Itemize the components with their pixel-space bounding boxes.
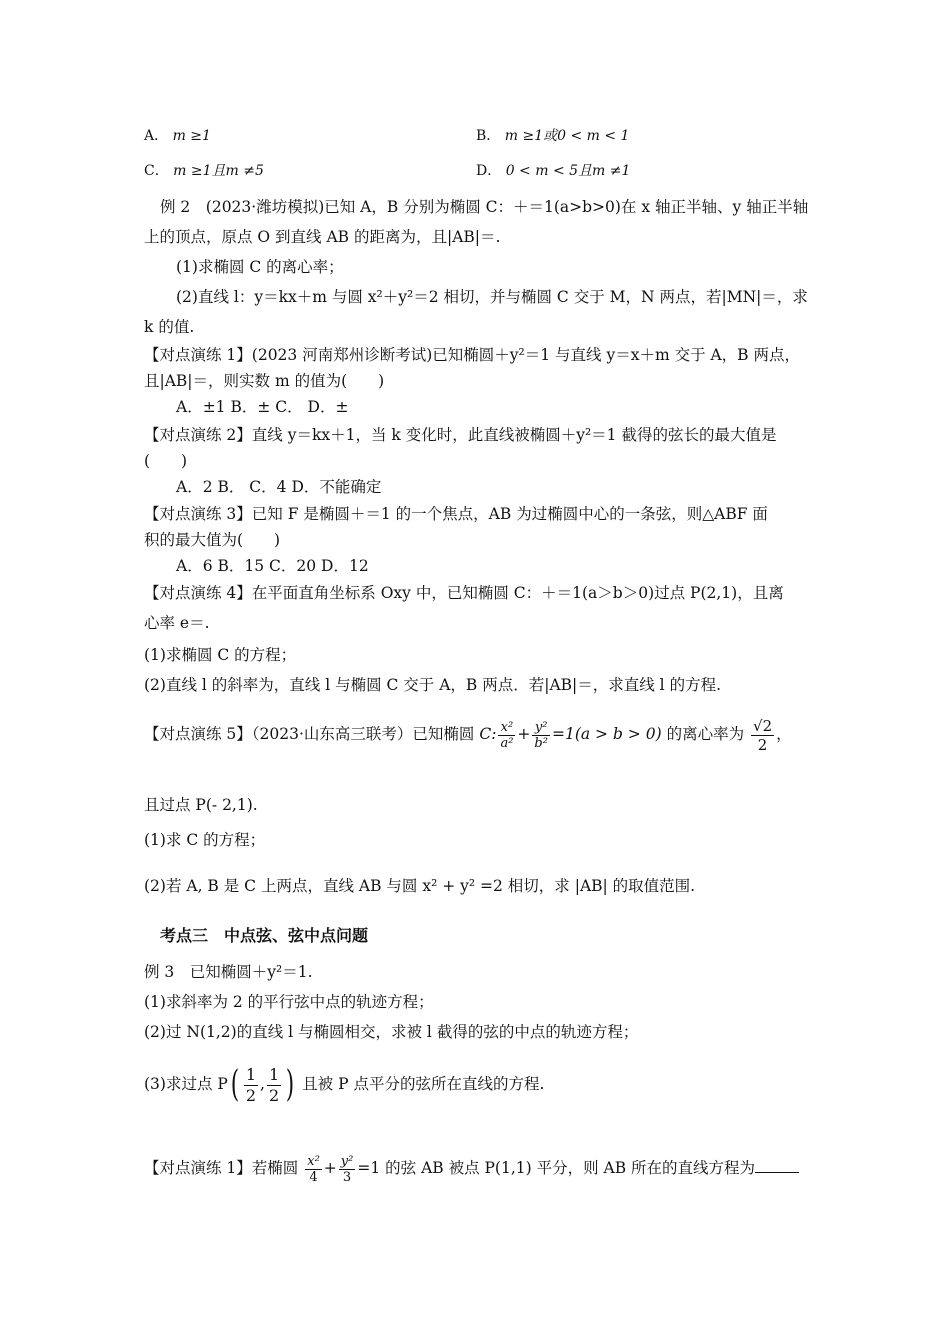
practice6-line1 — [144, 1142, 799, 1194]
practice4-question1: (1)求椭圆 C 的方程； — [144, 646, 297, 664]
fraction-sqrt2-2 — [751, 717, 774, 754]
plus-sign: + — [323, 1159, 337, 1177]
practice2-line1: 【对点演练 2】直线 y＝kx＋1，当 k 变化时，此直线被椭圆＋y²＝1 截得的弦长的最大值是 — [144, 426, 777, 444]
answer-blank[interactable] — [755, 1158, 799, 1173]
practice4-question2: (2)直线 l 的斜率为，直线 l 与椭圆 C 交于 A，B 两点．若|AB|＝，求直线 l 的方程. — [144, 676, 721, 694]
option-b-text: m ≥1或0 < m < 1 — [504, 128, 630, 144]
fraction-den: 2 — [268, 1085, 280, 1105]
practice1-line1: 【对点演练 1】(2023 河南郑州诊断考试)已知椭圆＋y²＝1 与直线 y＝x＋m 交于 A，B 两点， — [144, 346, 801, 364]
fraction-den: 2 — [245, 1085, 257, 1105]
practice3-line1: 【对点演练 3】已知 F 是椭圆＋＝1 的一个焦点，AB 为过椭圆中心的一条弦，则△ABF 面 — [144, 505, 768, 523]
practice3-options: A．6 B．15 C．20 D．12 — [176, 557, 369, 575]
example3-line1: 例 3 已知椭圆＋y²＝1. — [144, 963, 313, 981]
option-a-label: A． — [144, 128, 169, 144]
practice5-line1 — [144, 716, 792, 754]
left-paren: ( — [230, 1064, 240, 1105]
option-c-label: C． — [144, 163, 169, 179]
option-c — [144, 161, 264, 181]
example3-question1: (1)求斜率为 2 的平行弦中点的轨迹方程； — [144, 993, 434, 1011]
option-a-text: m ≥1 — [172, 128, 211, 144]
fraction-half-1 — [244, 1065, 258, 1106]
fraction-num: y² — [532, 720, 550, 736]
practice2-line2: ( ) — [144, 452, 188, 470]
practice4-line1: 【对点演练 4】在平面直角坐标系 Oxy 中，已知椭圆 C：＋＝1(a＞b＞0)过点 P(2,1)，且离 — [144, 584, 784, 602]
fraction-den: a² — [500, 735, 514, 751]
plus-sign: + — [517, 725, 531, 743]
option-b — [476, 126, 629, 146]
fraction-x2-4 — [305, 1154, 322, 1185]
fraction-half-2 — [267, 1065, 281, 1106]
ellipse-name: C: — [479, 725, 497, 743]
fraction-num: x² — [307, 1153, 320, 1169]
option-c-text: m ≥1且m ≠5 — [173, 163, 264, 179]
section-title: 考点三 中点弦、弦中点问题 — [160, 926, 369, 945]
fraction-num: 1 — [245, 1064, 257, 1084]
practice1-options: A．±1 B．± C． D．± — [176, 398, 349, 416]
practice3-line2: 积的最大值为( ) — [144, 531, 281, 549]
practice5-question2: (2)若 A, B 是 C 上两点，直线 AB 与圆 x² + y² =2 相切，求 |AB| 的取值范围. — [144, 877, 696, 895]
example3-question2: (2)过 N(1,2)的直线 l 与椭圆相交，求被 l 截得的弦的中点的轨迹方程； — [144, 1023, 639, 1041]
fraction-num: √2 — [753, 716, 773, 735]
option-d-label: D． — [476, 163, 502, 179]
option-b-label: B． — [476, 128, 501, 144]
practice6-text: 的弦 AB 被点 P(1,1) 平分，则 AB 所在的直线方程为 — [385, 1159, 756, 1177]
example2-line1: 例 2 (2023·潍坊模拟)已知 A，B 分别为椭圆 C：＋＝1(a>b>0)在 x 轴正半轴、y 轴正半轴 — [160, 198, 809, 216]
eccentricity-text: 的离心率为 — [666, 725, 745, 743]
fraction-den: 2 — [757, 735, 768, 754]
example2-line2: 上的顶点，原点 O 到直线 AB 的距离为，且|AB|＝. — [144, 228, 501, 246]
fraction-den: 4 — [309, 1169, 318, 1185]
example2-question2-cont: k 的值. — [144, 318, 195, 336]
comma: , — [260, 1075, 265, 1093]
practice6-prefix: 【对点演练 1】若椭圆 — [144, 1159, 299, 1177]
fraction-den: b² — [534, 735, 548, 751]
fraction-num: x² — [498, 720, 515, 736]
option-a — [144, 126, 211, 146]
comma: ， — [776, 725, 792, 743]
example2-question2: (2)直线 l：y＝kx＋m 与圆 x²＋y²＝2 相切，并与椭圆 C 交于 M，N 两点，若|MN|＝，求 — [176, 288, 808, 306]
ellipse-condition: =1(a > b > 0) — [551, 725, 662, 743]
question3-prefix: (3)求过点 P — [144, 1075, 228, 1093]
fraction-y2-b2 — [532, 720, 550, 751]
option-d-text: 0 < m < 5且m ≠1 — [505, 163, 631, 179]
practice5-line2: 且过点 P(- 2,1). — [144, 796, 258, 814]
fraction-y2-3 — [339, 1154, 356, 1185]
question3-suffix: 且被 P 点平分的弦所在直线的方程. — [302, 1075, 545, 1093]
practice5-question1: (1)求 C 的方程； — [144, 831, 266, 849]
option-d — [476, 161, 630, 181]
fraction-x2-a2 — [498, 720, 515, 751]
practice2-options: A．2 B． C．4 D．不能确定 — [176, 478, 382, 496]
practice4-line2: 心率 e＝. — [144, 614, 210, 632]
practice1-line2: 且|AB|＝，则实数 m 的值为( ) — [144, 372, 385, 390]
equals-one: =1 — [357, 1159, 381, 1177]
fraction-den: 3 — [342, 1169, 352, 1185]
example3-question3 — [144, 1054, 544, 1114]
practice5-prefix: 【对点演练 5】（2023·山东高三联考）已知椭圆 — [144, 725, 475, 743]
example2-question1: (1)求椭圆 C 的离心率； — [176, 258, 344, 276]
right-paren: ) — [285, 1064, 295, 1105]
fraction-num: y² — [340, 1153, 354, 1169]
fraction-num: 1 — [268, 1064, 280, 1084]
